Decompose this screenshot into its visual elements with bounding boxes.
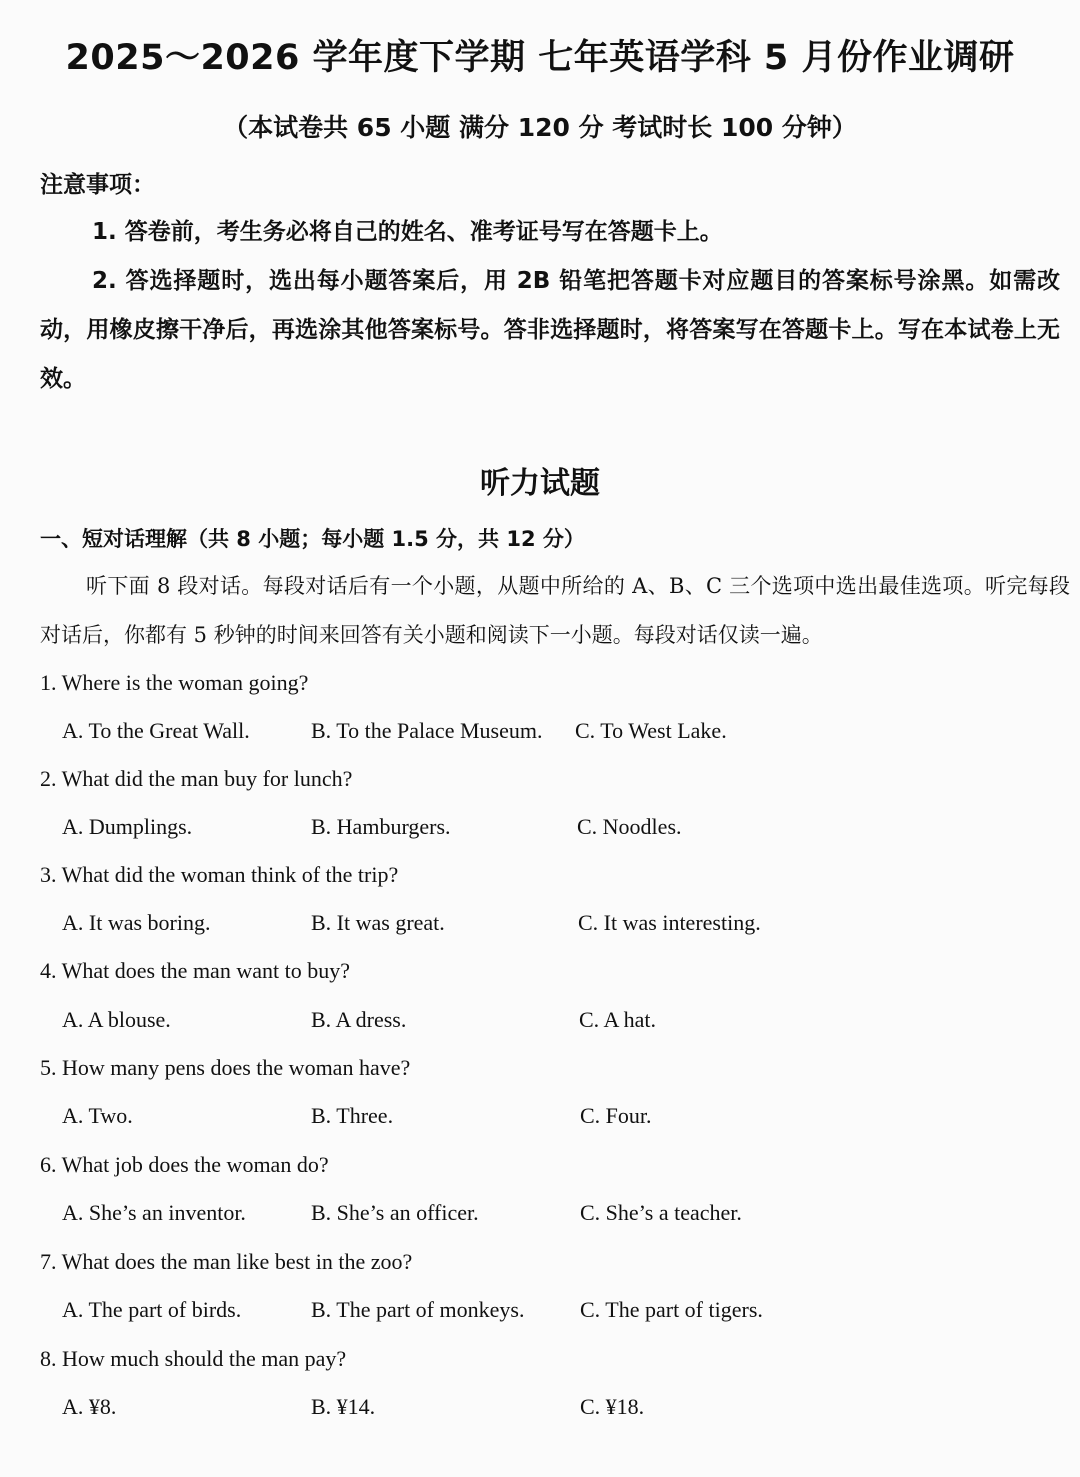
q5-option-c: C. Four.: [580, 1103, 652, 1128]
question-4: 4. What does the man want to buy?: [40, 958, 350, 983]
question-5: 5. How many pens does the woman have?: [40, 1055, 411, 1080]
q8-option-b: B. ¥14.: [311, 1394, 376, 1419]
q7-option-c: C. The part of tigers.: [580, 1297, 763, 1322]
question-3: 3. What did the woman think of the trip?: [40, 862, 399, 887]
part-heading: 一、短对话理解（共 8 小题；每小题 1.5 分，共 12 分）: [40, 527, 585, 551]
question-1: 1. Where is the woman going?: [40, 670, 309, 695]
q6-option-a: A. She’s an inventor.: [62, 1200, 246, 1225]
q5-option-b: B. Three.: [311, 1103, 394, 1128]
q3-option-c: C. It was interesting.: [578, 910, 761, 935]
q4-option-c: C. A hat.: [579, 1007, 657, 1032]
question-2: 2. What did the man buy for lunch?: [40, 766, 353, 791]
notice-heading: 注意事项：: [40, 172, 155, 198]
exam-title: 2025～2026 学年度下学期 七年英语学科 5 月份作业调研: [65, 38, 1015, 78]
notice-item-2: 2. 答选择题时，选出每小题答案后，用 2B 铅笔把答题卡对应题目的答案标号涂黑。如需改动，用橡皮擦干净后，再选涂其他答案标号。答非选择题时，将答案写在答题卡上。写在本试卷上无效。: [40, 268, 1061, 392]
q8-option-c: C. ¥18.: [580, 1394, 645, 1419]
q7-option-a: A. The part of birds.: [62, 1297, 242, 1322]
part-instructions: 听下面 8 段对话。每段对话后有一个小题，从题中所给的 A、B、C 三个选项中选出最佳选项。听完每段对话后，你都有 5 秒钟的时间来回答有关小题和阅读下一小题。每段对话仅读一遍。: [40, 574, 1070, 647]
q4-option-a: A. A blouse.: [62, 1007, 171, 1032]
question-6: 6. What job does the woman do?: [40, 1152, 329, 1177]
q1-option-b: B. To the Palace Museum.: [311, 718, 543, 743]
q1-option-a: A. To the Great Wall.: [62, 718, 250, 743]
q3-option-a: A. It was boring.: [62, 910, 211, 935]
q7-option-b: B. The part of monkeys.: [311, 1297, 525, 1322]
q2-option-c: C. Noodles.: [577, 814, 682, 839]
question-8: 8. How much should the man pay?: [40, 1346, 347, 1371]
q3-option-b: B. It was great.: [311, 910, 445, 935]
q5-option-a: A. Two.: [62, 1103, 133, 1128]
question-7: 7. What does the man like best in the zoo?: [40, 1249, 413, 1274]
q6-option-c: C. She’s a teacher.: [580, 1200, 742, 1225]
section-title: 听力试题: [480, 466, 600, 501]
q2-option-a: A. Dumplings.: [62, 814, 193, 839]
notice-item-1: 1. 答卷前，考生务必将自己的姓名、准考证号写在答题卡上。: [92, 219, 723, 245]
q6-option-b: B. She’s an officer.: [311, 1200, 479, 1225]
exam-subtitle: （本试卷共 65 小题 满分 120 分 考试时长 100 分钟）: [223, 113, 857, 142]
q2-option-b: B. Hamburgers.: [311, 814, 451, 839]
q1-option-c: C. To West Lake.: [575, 718, 727, 743]
q4-option-b: B. A dress.: [311, 1007, 407, 1032]
q8-option-a: A. ¥8.: [62, 1394, 117, 1419]
